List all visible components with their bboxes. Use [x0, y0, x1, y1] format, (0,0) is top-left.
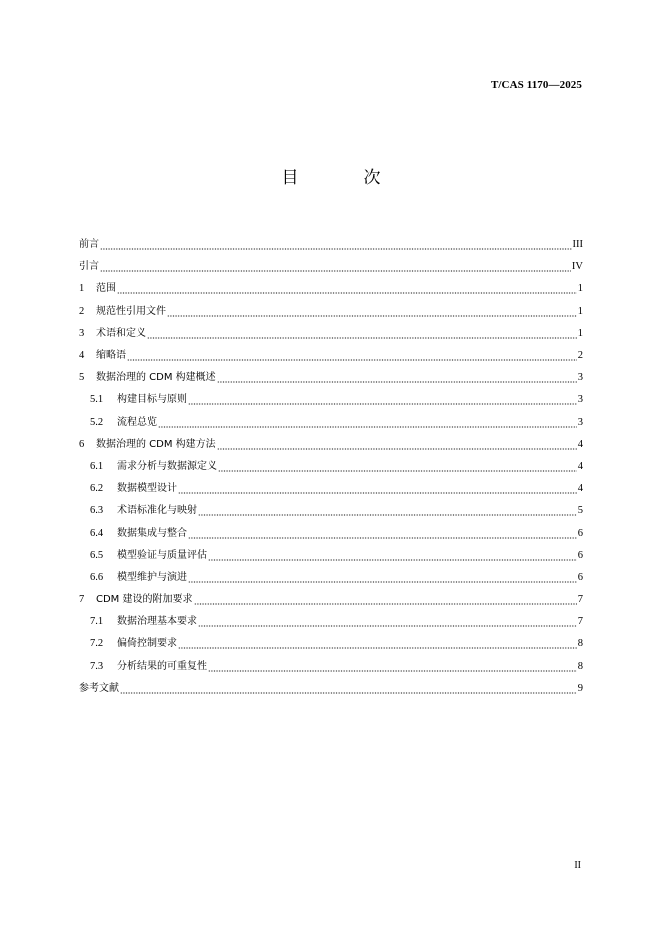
- dot-leader: [147, 331, 577, 341]
- toc-entry-page: III: [572, 239, 583, 251]
- toc-entry[interactable]: [79, 545, 583, 567]
- toc-entry[interactable]: [79, 656, 583, 678]
- toc-entry-number: 5: [79, 372, 85, 384]
- toc-entry-number: 4: [79, 350, 85, 362]
- toc-entry[interactable]: [79, 567, 583, 589]
- toc-entry[interactable]: [79, 412, 583, 434]
- toc-entry-label: 术语和定义: [96, 327, 146, 339]
- dot-leader: [167, 309, 577, 319]
- toc-entry-number: 2: [79, 305, 85, 317]
- toc-entry-label: 构建目标与原则: [117, 394, 187, 406]
- dot-leader: [117, 286, 577, 296]
- toc-entry-page: 8: [577, 638, 583, 650]
- dot-leader: [198, 508, 577, 518]
- toc-entry-label: 前言: [79, 239, 99, 251]
- toc-entry-page: 3: [577, 372, 583, 384]
- toc-entry-label: CDM 建设的附加要求: [96, 594, 193, 606]
- toc-entry-label: 数据治理基本要求: [117, 616, 197, 628]
- dot-leader: [208, 664, 577, 674]
- toc-entry[interactable]: [79, 611, 583, 633]
- toc-entry[interactable]: [79, 256, 583, 278]
- toc-entry-page: IV: [571, 261, 583, 273]
- toc-entry-page: 6: [577, 527, 583, 539]
- toc-entry[interactable]: [79, 678, 583, 700]
- toc-entry-page: 4: [577, 460, 583, 472]
- toc-entry-page: 6: [577, 549, 583, 561]
- toc-entry-page: 4: [577, 438, 583, 450]
- dot-leader: [198, 619, 577, 629]
- toc-entry-label: 术语标准化与映射: [117, 505, 197, 517]
- toc-entry-number: 5.1: [90, 394, 104, 406]
- dot-leader: [100, 242, 572, 252]
- dot-leader: [158, 420, 577, 430]
- toc-entry[interactable]: [79, 456, 583, 478]
- toc-entry-number: 6.1: [90, 460, 104, 472]
- toc-entry-number: 6.4: [90, 527, 104, 539]
- toc-entry[interactable]: [79, 633, 583, 655]
- toc-entry-page: 7: [577, 594, 583, 606]
- toc-entry-number: 3: [79, 327, 85, 339]
- toc-entry-label: 模型验证与质量评估: [117, 549, 207, 561]
- toc-entry-number: 5.2: [90, 416, 104, 428]
- toc-entry-number: 6: [79, 438, 85, 450]
- toc-entry[interactable]: [79, 522, 583, 544]
- toc-entry-label: 引言: [79, 261, 99, 273]
- page-number: II: [574, 860, 581, 871]
- toc-entry[interactable]: [79, 278, 583, 300]
- table-of-contents: [79, 234, 583, 700]
- toc-entry-label: 流程总览: [117, 416, 157, 428]
- dot-leader: [100, 264, 571, 274]
- dot-leader: [188, 397, 577, 407]
- toc-entry-page: 2: [577, 350, 583, 362]
- toc-entry-label: 数据模型设计: [117, 483, 177, 495]
- toc-entry[interactable]: [79, 589, 583, 611]
- toc-entry-number: 6.3: [90, 505, 104, 517]
- dot-leader: [217, 442, 577, 452]
- toc-entry-label: 规范性引用文件: [96, 305, 166, 317]
- toc-entry-page: 1: [577, 283, 583, 295]
- toc-entry-label: 模型维护与演进: [117, 571, 187, 583]
- toc-entry-page: 3: [577, 416, 583, 428]
- toc-entry-page: 1: [577, 305, 583, 317]
- dot-leader: [188, 531, 577, 541]
- dot-leader: [120, 686, 577, 696]
- toc-entry-page: 1: [577, 327, 583, 339]
- toc-entry[interactable]: [79, 345, 583, 367]
- toc-entry-page: 7: [577, 616, 583, 628]
- dot-leader: [178, 486, 577, 496]
- toc-entry-label: 需求分析与数据源定义: [117, 460, 217, 472]
- toc-entry-label: 数据治理的 CDM 构建方法: [96, 438, 216, 450]
- toc-entry[interactable]: [79, 500, 583, 522]
- toc-entry-label: 缩略语: [96, 350, 126, 362]
- dot-leader: [194, 597, 577, 607]
- dot-leader: [208, 553, 577, 563]
- toc-entry-number: 1: [79, 283, 85, 295]
- dot-leader: [218, 464, 577, 474]
- dot-leader: [217, 375, 577, 385]
- toc-entry-label: 数据治理的 CDM 构建概述: [96, 372, 216, 384]
- toc-entry[interactable]: [79, 301, 583, 323]
- toc-entry[interactable]: [79, 323, 583, 345]
- toc-entry-number: 7: [79, 594, 85, 606]
- toc-title: 目 次: [281, 168, 405, 188]
- toc-entry-number: 6.2: [90, 483, 104, 495]
- toc-entry[interactable]: [79, 367, 583, 389]
- toc-entry-page: 9: [577, 682, 583, 694]
- toc-entry-label: 参考文献: [79, 682, 119, 694]
- toc-entry-number: 6.5: [90, 549, 104, 561]
- toc-entry-page: 5: [577, 505, 583, 517]
- toc-entry[interactable]: [79, 478, 583, 500]
- toc-entry-page: 3: [577, 394, 583, 406]
- document-code: T/CAS 1170—2025: [490, 79, 582, 91]
- toc-entry-label: 范围: [96, 283, 116, 295]
- toc-entry-label: 偏倚控制要求: [117, 638, 177, 650]
- toc-entry-number: 6.6: [90, 571, 104, 583]
- toc-entry-page: 6: [577, 571, 583, 583]
- toc-entry-number: 7.3: [90, 660, 104, 672]
- toc-entry[interactable]: [79, 389, 583, 411]
- dot-leader: [178, 641, 577, 651]
- toc-entry-number: 7.2: [90, 638, 104, 650]
- toc-entry[interactable]: [79, 234, 583, 256]
- toc-entry-page: 4: [577, 483, 583, 495]
- toc-entry-page: 8: [577, 660, 583, 672]
- dot-leader: [127, 353, 577, 363]
- toc-entry-label: 数据集成与整合: [117, 527, 187, 539]
- toc-entry-label: 分析结果的可重复性: [117, 660, 207, 672]
- toc-entry[interactable]: [79, 434, 583, 456]
- dot-leader: [188, 575, 577, 585]
- toc-entry-number: 7.1: [90, 616, 104, 628]
